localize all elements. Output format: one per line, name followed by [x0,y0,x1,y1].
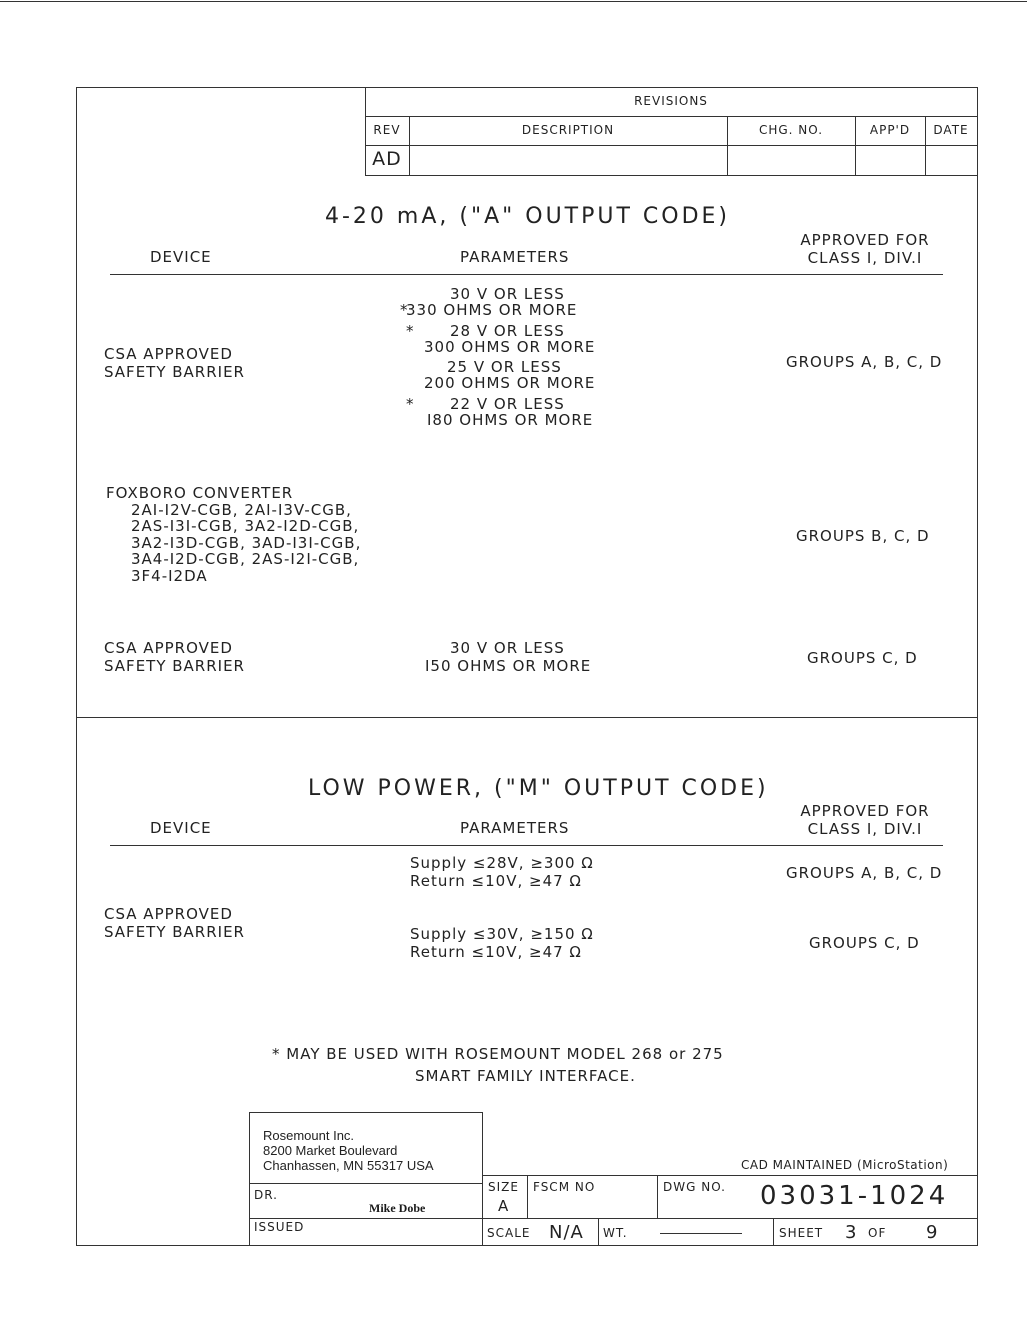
param-line: I80 OHMS OR MORE [427,411,594,430]
issued-label: ISSUED [254,1220,305,1234]
section-divider [76,717,977,718]
param-line: * 28 V OR LESS [400,321,595,341]
section2-groups-a: GROUPS A, B, C, D [786,864,943,882]
size-value: A [498,1197,510,1215]
border-right [977,87,978,1245]
size-label: SIZE [488,1180,519,1194]
chg-no-header: CHG. NO. [758,123,824,137]
section1-row2-groups: GROUPS B, C, D [796,527,930,545]
section1-row2-device: FOXBORO CONVERTER 2AI-I2V-CGB, 2AI-I3V-CGB, 2AS-I3I-CGB, 3A2-I2D-CGB, 3A2-I3D-CGB, 3AD-I3I-CGB, 3A4-I2D-CGB, 2AS-I2I-CGB, 3F4-I2DA [106,484,362,585]
weight-blank [660,1233,742,1234]
section2-title: LOW POWER, ("M" OUTPUT CODE) [308,776,769,801]
border-bottom [76,1245,978,1246]
asterisk-icon: * [406,394,415,413]
scale-label: SCALE [487,1226,531,1240]
section1-device-header: DEVICE [150,248,212,266]
section2-device: CSA APPROVED SAFETY BARRIER [104,905,245,941]
section1-parameters-header: PARAMETERS [460,248,570,266]
section2-parameters-header: PARAMETERS [460,819,570,837]
weight-label: WT. [603,1226,628,1240]
section1-row1-groups: GROUPS A, B, C, D [786,353,943,371]
date-header: DATE [933,123,969,137]
border-left [76,87,77,1245]
section1-row3-groups: GROUPS C, D [807,649,918,667]
section2-header-rule [110,845,943,846]
param-line: 30 V OR LESS [450,285,565,303]
drawn-by-name: Mike Dobe [369,1201,426,1215]
sheet-label: SHEET [779,1226,824,1240]
param-line: 300 OHMS OR MORE [424,337,596,356]
section1-header-rule [110,274,943,275]
section2-params-a: Supply ≤28V, ≥300 Ω Return ≤10V, ≥47 Ω [410,854,594,890]
section1-row3-device: CSA APPROVED SAFETY BARRIER [104,639,245,675]
drawing-number: 03031-1024 [760,1181,949,1211]
appd-header: APP'D [869,123,911,137]
sheet-number: 3 [845,1222,858,1243]
section2-params-b: Supply ≤30V, ≥150 Ω Return ≤10V, ≥47 Ω [410,925,594,961]
border-top [76,87,977,88]
section1-row1-params [400,284,595,430]
scale-value: N/A [549,1222,584,1243]
company-address: Rosemount Inc. 8200 Market Boulevard Chanhassen, MN 55317 USA [263,1128,434,1173]
footnote: * MAY BE USED WITH ROSEMOUNT MODEL 268 or 275 SMART FAMILY INTERFACE. [272,1045,724,1085]
revisions-title: REVISIONS [634,94,708,108]
asterisk-icon: * [272,1045,281,1063]
param-line: 25 V OR LESS [447,358,562,377]
param-line: * 22 V OR LESS [400,394,595,414]
section1-approved-header: APPROVED FOR CLASS I, DIV.I [800,231,930,267]
section1-row3-params: 30 V OR LESS I50 OHMS OR MORE [425,639,592,675]
dr-label: DR. [254,1188,278,1202]
sheet-total: 9 [926,1222,939,1243]
param-line: 200 OHMS OR MORE [424,374,596,393]
top-rule [0,1,1027,2]
rev-value: AD [372,148,402,170]
asterisk-icon: * [400,301,409,320]
section2-approved-header: APPROVED FOR CLASS I, DIV.I [800,802,930,838]
section1-title: 4-20 mA, ("A" OUTPUT CODE) [325,204,731,229]
description-header: DESCRIPTION [521,123,615,137]
cad-maintained: CAD MAINTAINED (MicroStation) [741,1158,949,1172]
section2-groups-b: GROUPS C, D [809,934,920,952]
dwg-no-label: DWG NO. [663,1180,726,1194]
section2-device-header: DEVICE [150,819,212,837]
sheet-of-label: OF [868,1226,887,1240]
param-line: *330 OHMS OR MORE [400,301,578,320]
fscm-label: FSCM NO [533,1180,596,1194]
rev-header: REV [373,123,401,137]
asterisk-icon: * [406,321,415,340]
section1-row1-device: CSA APPROVED SAFETY BARRIER [104,345,245,381]
